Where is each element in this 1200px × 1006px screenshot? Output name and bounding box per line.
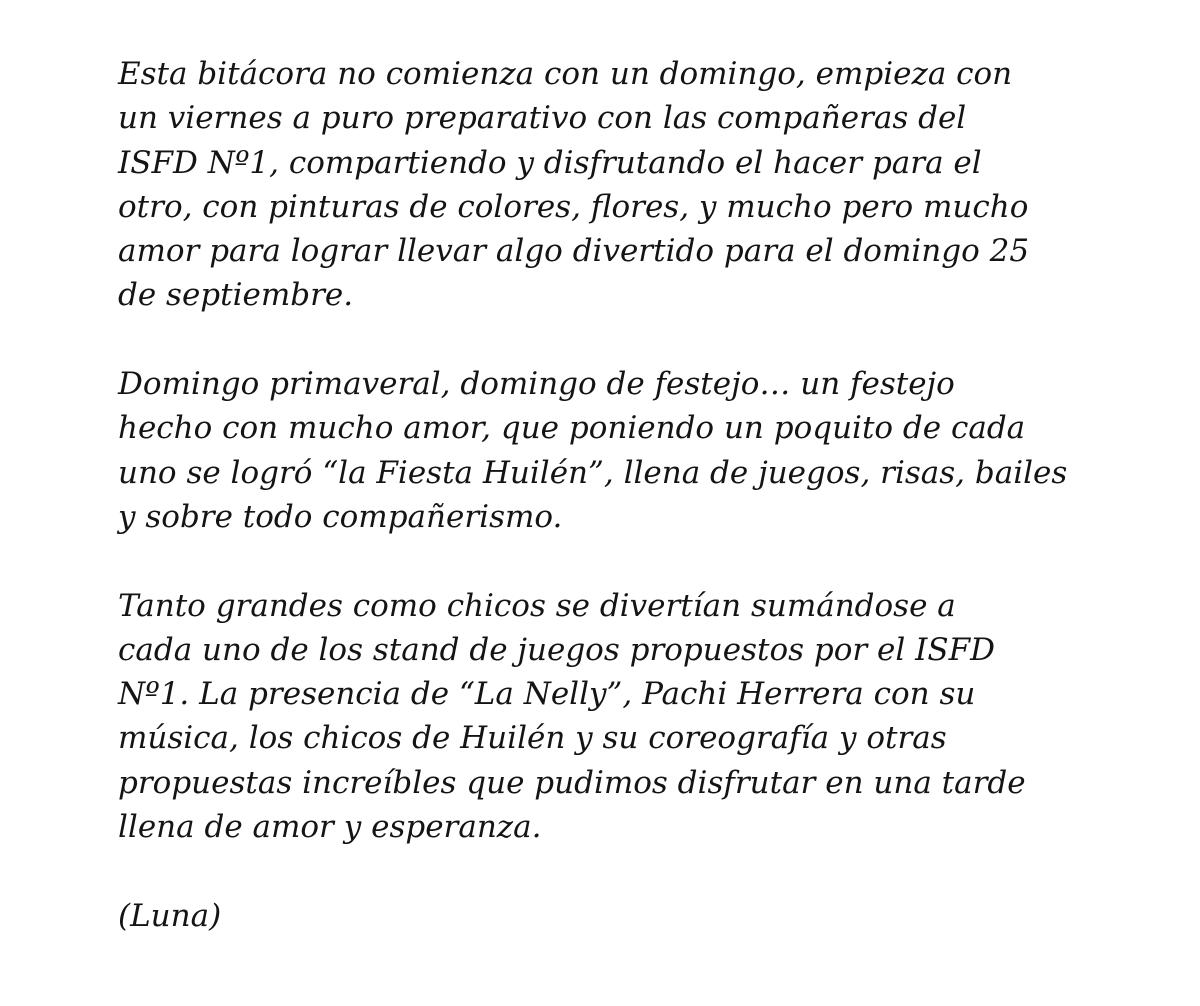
paragraph-line: Esta bitácora no comienza con un domingo, empieza con xyxy=(118,56,1013,92)
paragraph-line: amor para lograr llevar algo divertido para el domingo 25 xyxy=(118,233,1030,270)
paragraph-line: propuestas increíbles que pudimos disfrutar en una tarde xyxy=(118,764,1026,801)
paragraph-line: Domingo primaveral, domingo de festejo… un festejo xyxy=(118,366,955,403)
paragraph-line: de septiembre. xyxy=(118,277,354,314)
signature: (Luna) xyxy=(118,897,222,934)
paragraph-2 xyxy=(118,362,1078,539)
paragraph-1 xyxy=(118,52,1078,318)
paragraph-line: música, los chicos de Huilén y su coreografía y otras xyxy=(118,720,947,757)
paragraph-line: Tanto grandes como chicos se divertían sumándose a xyxy=(118,587,956,624)
paragraph-line: Nº1. La presencia de “La Nelly”, Pachi Herrera con su xyxy=(118,676,976,713)
paragraph-line: llena de amor y esperanza. xyxy=(118,809,542,846)
paragraph-line: uno se logró “la Fiesta Huilén”, llena de juegos, risas, bailes xyxy=(118,454,1068,491)
paragraph-line: ISFD Nº1, compartiendo y disfrutando el hacer para el xyxy=(118,144,982,181)
paragraph-line: otro, con pinturas de colores, flores, y mucho pero mucho xyxy=(118,188,1029,225)
paragraph-3 xyxy=(118,584,1078,850)
paragraph-line: cada uno de los stand de juegos propuestos por el ISFD xyxy=(118,631,996,668)
document-body xyxy=(118,52,1078,938)
paragraph-line: un viernes a puro preparativo con las compañeras del xyxy=(118,100,967,137)
paragraph-line: y sobre todo compañerismo. xyxy=(118,498,563,535)
paragraph-line: hecho con mucho amor, que poniendo un poquito de cada xyxy=(118,410,1026,447)
